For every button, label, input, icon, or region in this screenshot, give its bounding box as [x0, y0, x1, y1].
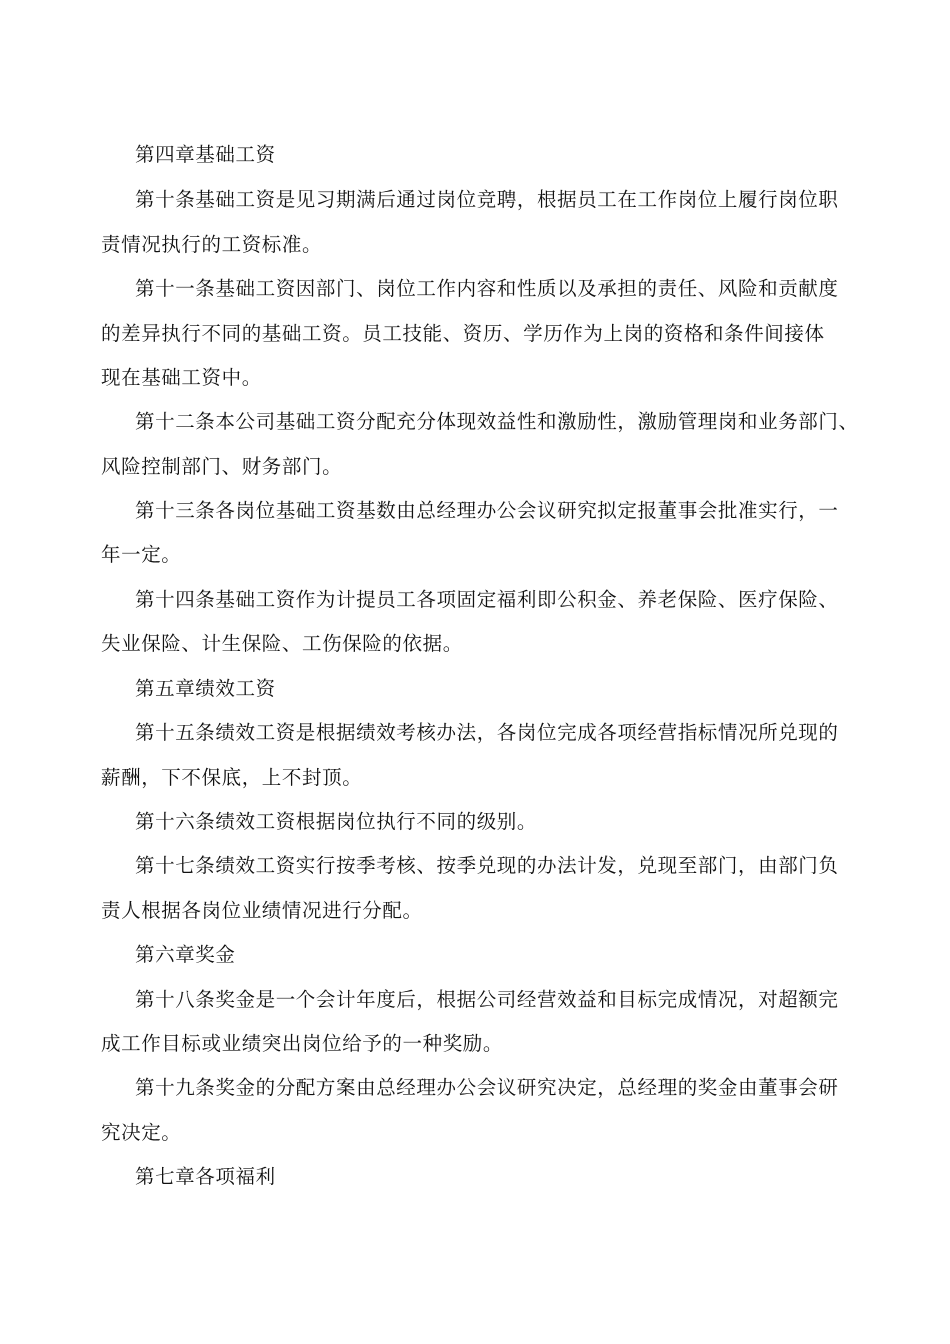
- paragraph-line: 失业保险、计生保险、工伤保险的依据。: [101, 632, 463, 655]
- paragraph-line: 第十九条奖金的分配方案由总经理办公会议研究决定，总经理的奖金由董事会研: [135, 1076, 839, 1099]
- chapter-heading: 第四章基础工资: [135, 143, 276, 166]
- chapter-heading: 第五章绩效工资: [135, 677, 276, 700]
- paragraph-line: 责人根据各岗位业绩情况进行分配。: [101, 899, 423, 922]
- paragraph-line: 第十六条绩效工资根据岗位执行不同的级别。: [135, 810, 538, 833]
- paragraph-line: 成工作目标或业绩突出岗位给予的一种奖励。: [101, 1032, 504, 1055]
- paragraph-line: 年一定。: [101, 543, 182, 566]
- paragraph-line: 第十条基础工资是见习期满后通过岗位竞聘，根据员工在工作岗位上履行岗位职: [135, 188, 839, 211]
- paragraph-line: 究决定。: [101, 1121, 182, 1144]
- paragraph-line: 第十八条奖金是一个会计年度后，根据公司经营效益和目标完成情况，对超额完: [135, 988, 839, 1011]
- paragraph-line: 第十二条本公司基础工资分配充分体现效益性和激励性，激励管理岗和业务部门、: [135, 410, 859, 433]
- paragraph-line: 薪酬，下不保底，上不封顶。: [101, 766, 363, 789]
- paragraph-line: 风险控制部门、财务部门。: [101, 455, 343, 478]
- paragraph-line: 现在基础工资中。: [101, 366, 262, 389]
- chapter-heading: 第七章各项福利: [135, 1165, 276, 1188]
- paragraph-line: 第十一条基础工资因部门、岗位工作内容和性质以及承担的责任、风险和贡献度: [135, 277, 839, 300]
- paragraph-line: 第十五条绩效工资是根据绩效考核办法，各岗位完成各项经营指标情况所兑现的: [135, 721, 839, 744]
- paragraph-line: 责情况执行的工资标准。: [101, 233, 323, 256]
- paragraph-line: 的差异执行不同的基础工资。员工技能、资历、学历作为上岗的资格和条件间接体: [101, 322, 825, 345]
- chapter-heading: 第六章奖金: [135, 943, 236, 966]
- paragraph-line: 第十七条绩效工资实行按季考核、按季兑现的办法计发，兑现至部门，由部门负: [135, 854, 839, 877]
- paragraph-line: 第十三条各岗位基础工资基数由总经理办公会议研究拟定报董事会批准实行，一: [135, 499, 839, 522]
- paragraph-line: 第十四条基础工资作为计提员工各项固定福利即公积金、养老保险、医疗保险、: [135, 588, 839, 611]
